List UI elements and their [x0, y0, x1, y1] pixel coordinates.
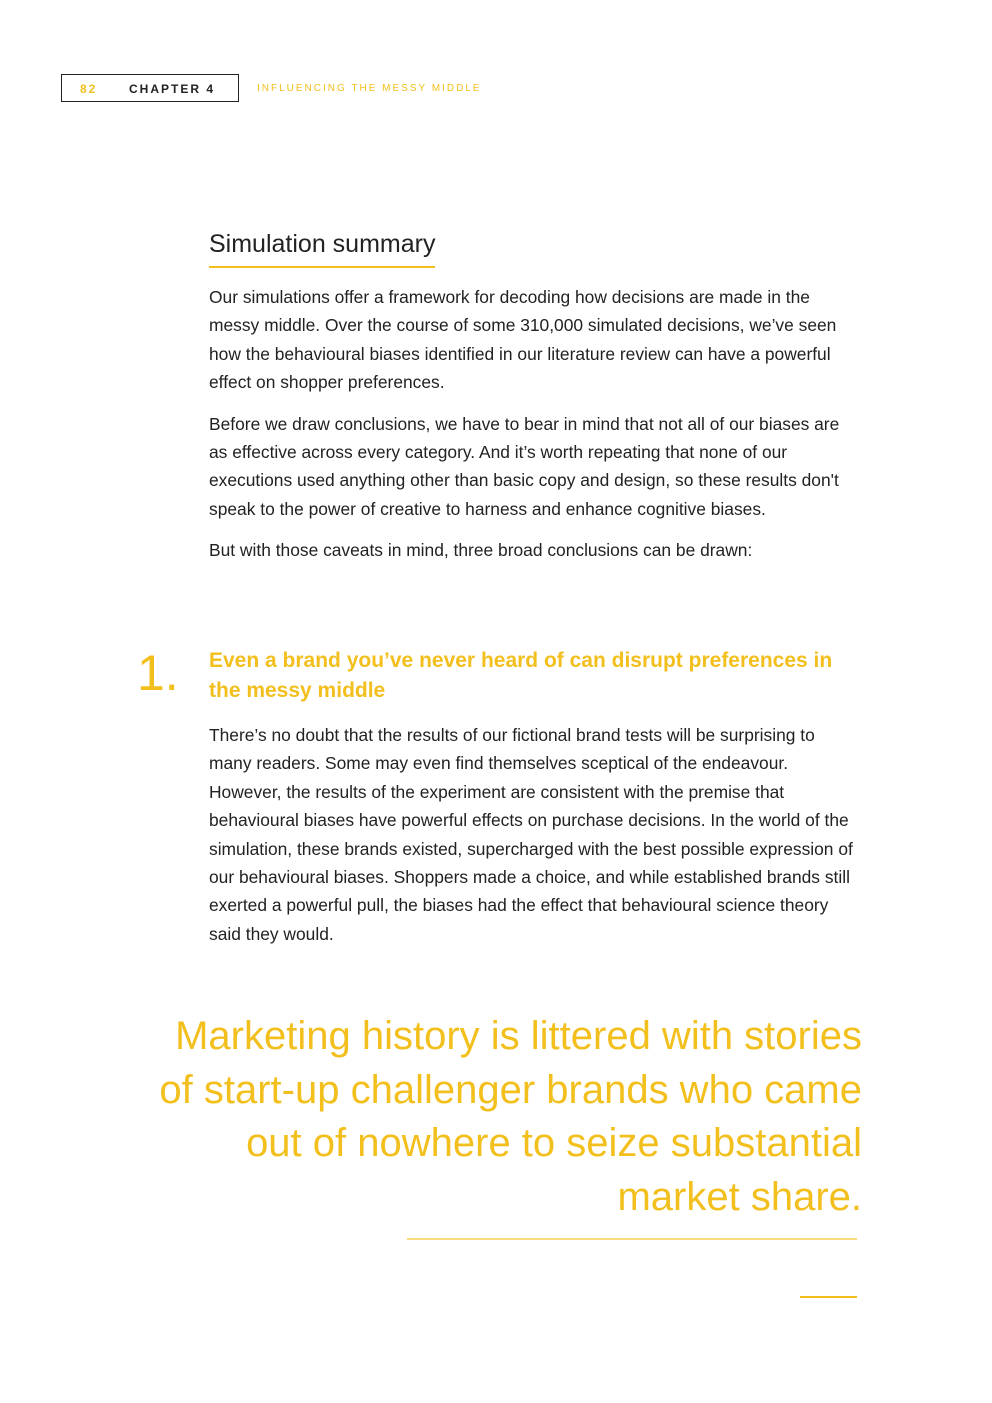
chapter-header-box: [61, 74, 239, 102]
running-title: INFLUENCING THE MESSY MIDDLE: [257, 83, 482, 94]
pull-quote: Marketing history is littered with stories of start-up challenger brands who came out of nowhere to seize substantial market share.: [159, 1014, 862, 1219]
intro-paragraph-2: Before we draw conclusions, we have to bear in mind that not all of our biases are as effective across every category. And it’s worth repeating that none of our executions used anything other than basic copy and design, so these results don't speak to the power of creative to harness and enhance cognitive biases.: [209, 413, 840, 519]
page-number: 82: [80, 82, 98, 96]
intro-paragraph-3: But with those caveats in mind, three broad conclusions can be drawn:: [209, 540, 753, 561]
chapter-label: CHAPTER 4: [129, 82, 216, 96]
intro-text: [209, 283, 861, 578]
point-heading: Even a brand you’ve never heard of can disrupt preferences in the messy middle: [209, 649, 833, 702]
intro-paragraph-1: Our simulations offer a framework for decoding how decisions are made in the messy middle. Over the course of some 310,000 simulated decisions, we’ve seen how the behavioural biases identified in our literature review can have a powerful effect on shopper preferences.: [209, 287, 837, 393]
section-title: Simulation summary: [209, 229, 435, 268]
quote-underline: [407, 1238, 857, 1240]
end-rule: [800, 1296, 857, 1298]
point-body: [209, 721, 861, 961]
point-number: 1.: [137, 645, 179, 701]
point-paragraph: There’s no doubt that the results of our fictional brand tests will be surprising to many readers. Some may even find themselves sceptical of the endeavour. However, the results of the experiment are consistent with the premise that behavioural biases have powerful effects on purchase decisions. In the world of the simulation, these brands existed, supercharged with the best possible expression of our behavioural biases. Shoppers made a choice, and while established brands still exerted a powerful pull, the biases had the effect that behavioural science theory said they would.: [209, 725, 853, 944]
